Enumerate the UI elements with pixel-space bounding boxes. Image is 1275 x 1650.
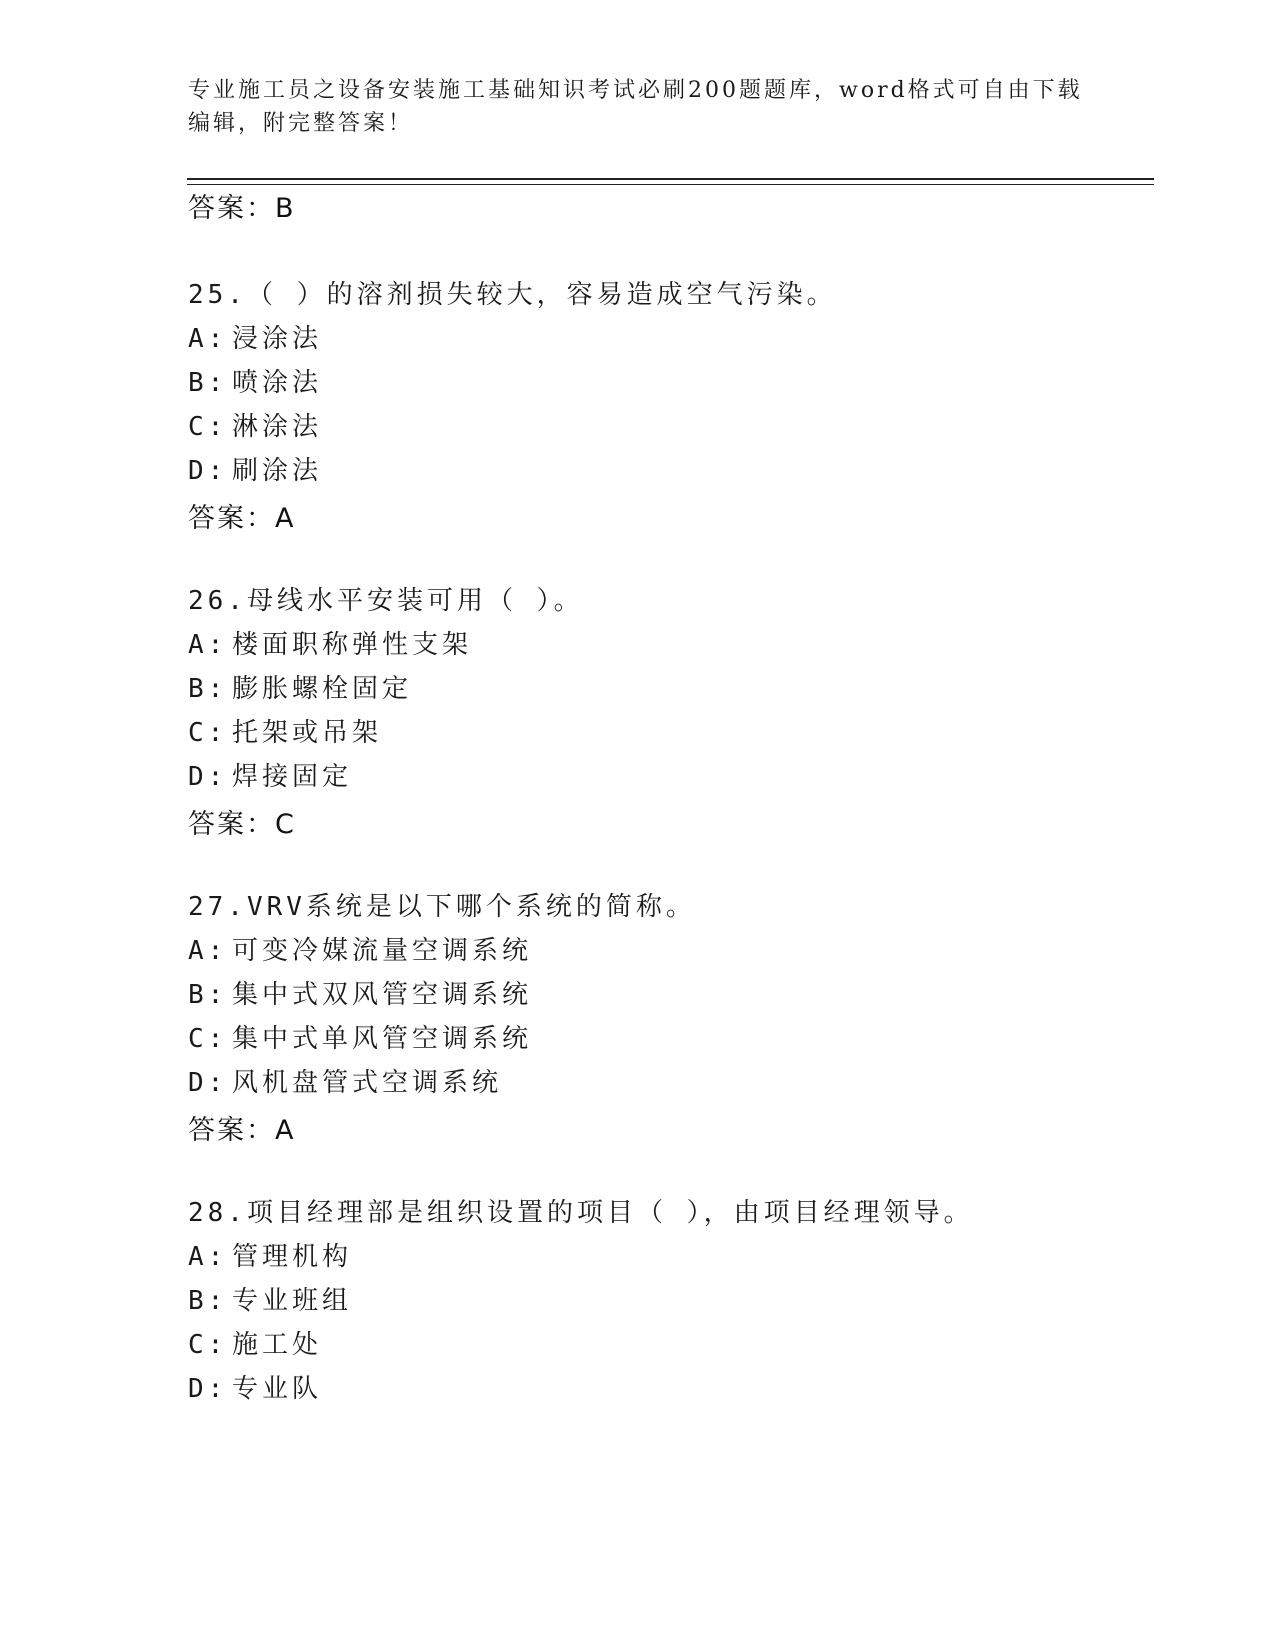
header-line-2: 编辑，附完整答案！ [188, 111, 414, 136]
option-text: 可变冷媒流量空调系统 [232, 936, 533, 966]
question-option [188, 712, 382, 749]
question-option [188, 406, 322, 443]
option-letter: B: [188, 980, 228, 1010]
option-letter: C: [188, 1330, 228, 1360]
option-letter: A: [188, 324, 228, 354]
question-option [188, 362, 322, 399]
option-text: 风机盘管式空调系统 [232, 1068, 503, 1098]
option-letter: D: [188, 456, 228, 486]
option-letter: A: [188, 936, 228, 966]
option-letter: C: [188, 718, 228, 748]
option-letter: D: [188, 762, 228, 792]
question-title: 26.母线水平安装可用（ ）。 [188, 586, 584, 616]
question-option [188, 974, 532, 1011]
option-text: 喷涂法 [232, 368, 323, 398]
question-option [188, 1324, 322, 1361]
question-option [188, 1062, 502, 1099]
option-text: 浸涂法 [232, 324, 323, 354]
previous-answer: 答案：B [188, 193, 296, 224]
option-letter: C: [188, 1024, 228, 1054]
option-letter: A: [188, 1242, 228, 1272]
option-text: 集中式单风管空调系统 [232, 1024, 533, 1054]
question-option [188, 624, 472, 661]
question-answer: 答案：C [188, 809, 296, 840]
question-option [188, 1236, 352, 1273]
option-text: 楼面职称弹性支架 [232, 630, 473, 660]
question-option [188, 450, 322, 487]
question-answer: 答案：A [188, 503, 296, 534]
option-text: 施工处 [232, 1330, 323, 1360]
option-text: 管理机构 [232, 1242, 353, 1272]
option-letter: A: [188, 630, 228, 660]
question-answer: 答案：A [188, 1115, 296, 1146]
document-header [188, 74, 1088, 140]
option-letter: D: [188, 1374, 228, 1404]
question-option [188, 1280, 352, 1317]
option-letter: D: [188, 1068, 228, 1098]
question-title: 28.项目经理部是组织设置的项目（ ），由项目经理领导。 [188, 1198, 974, 1228]
question-option [188, 1018, 532, 1055]
option-text: 托架或吊架 [232, 718, 383, 748]
option-text: 专业队 [232, 1374, 323, 1404]
question-title: 27.VRV系统是以下哪个系统的简称。 [188, 892, 696, 922]
option-letter: B: [188, 1286, 228, 1316]
header-divider-thin [187, 184, 1154, 185]
option-text: 淋涂法 [232, 412, 323, 442]
question-option [188, 930, 532, 967]
question-option [188, 668, 412, 705]
option-text: 膨胀螺栓固定 [232, 674, 413, 704]
option-text: 刷涂法 [232, 456, 323, 486]
question-option [188, 1368, 322, 1405]
option-letter: C: [188, 412, 228, 442]
question-title: 25.（ ）的溶剂损失较大，容易造成空气污染。 [188, 280, 837, 310]
option-letter: B: [188, 368, 228, 398]
header-divider-thick [187, 178, 1154, 180]
option-text: 专业班组 [232, 1286, 353, 1316]
question-option [188, 756, 352, 793]
option-text: 集中式双风管空调系统 [232, 980, 533, 1010]
header-line-1: 专业施工员之设备安装施工基础知识考试必刷200题题库，word格式可自由下载 [188, 78, 1083, 103]
option-text: 焊接固定 [232, 762, 353, 792]
question-option [188, 318, 322, 355]
option-letter: B: [188, 674, 228, 704]
